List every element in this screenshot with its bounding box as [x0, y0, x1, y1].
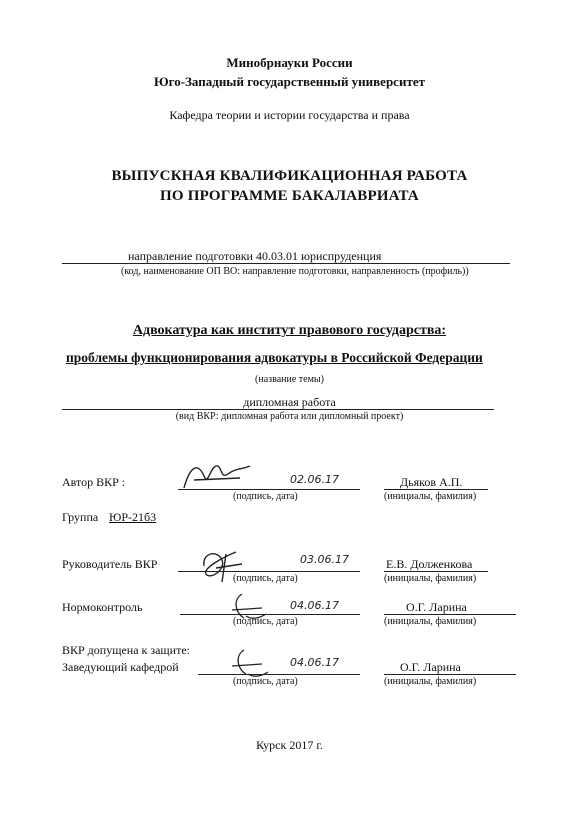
author-sig-caption: (подпись, дата) [233, 491, 298, 502]
head-name: О.Г. Ларина [400, 660, 461, 674]
author-name: Дьяков А.П. [400, 475, 463, 489]
direction-value: направление подготовки 40.03.01 юриспруденция [128, 249, 382, 263]
supervisor-sign-date: 03.06.17 [300, 553, 349, 566]
author-name-caption: (инициалы, фамилия) [384, 491, 477, 502]
author-signature [180, 458, 260, 494]
supervisor-name-caption: (инициалы, фамилия) [384, 573, 477, 584]
document-title-line1: ВЫПУСКНАЯ КВАЛИФИКАЦИОННАЯ РАБОТА [111, 168, 468, 184]
admission-label: ВКР допущена к защите: [62, 643, 190, 657]
supervisor-name: Е.В. Долженкова [386, 557, 473, 571]
department-name: Кафедра теории и истории государства и права [169, 108, 410, 122]
direction-caption: (код, наименование ОП ВО: направление подготовки, направленность (профиль)) [121, 266, 469, 277]
normcontrol-name: О.Г. Ларина [406, 600, 467, 614]
supervisor-label: Руководитель ВКР [62, 557, 158, 571]
normcontrol-sign-date: 04.06.17 [290, 599, 339, 612]
normcontrol-label: Нормоконтроль [62, 600, 143, 614]
author-sign-date: 02.06.17 [290, 473, 339, 486]
normcontrol-name-caption: (инициалы, фамилия) [384, 616, 477, 627]
supervisor-sig-caption: (подпись, дата) [233, 573, 298, 584]
topic-line1: Адвокатура как институт правового государства: [132, 323, 447, 338]
group-value: ЮР-21б3 [109, 510, 157, 524]
group-label: Группа [62, 510, 99, 524]
topic-caption: (название темы) [255, 374, 324, 385]
document-title-line2: ПО ПРОГРАММЕ БАКАЛАВРИАТА [160, 188, 419, 204]
ministry-name: Минобрнауки России [226, 55, 353, 70]
work-type-caption: (вид ВКР: дипломная работа или дипломный проект) [175, 411, 404, 422]
topic-line2: проблемы функционирования адвокатуры в Российской Федерации [66, 350, 483, 365]
head-sign-date: 04.06.17 [290, 656, 339, 669]
city-year: Курск 2017 г. [256, 738, 323, 752]
head-name-caption: (инициалы, фамилия) [384, 676, 477, 687]
author-label: Автор ВКР : [62, 475, 126, 489]
normcontrol-sig-caption: (подпись, дата) [233, 616, 298, 627]
work-type-value: дипломная работа [243, 395, 336, 409]
head-of-department-label: Заведующий кафедрой [62, 660, 179, 674]
head-sig-caption: (подпись, дата) [233, 676, 298, 687]
university-name: Юго-Западный государственный университет [154, 74, 425, 89]
